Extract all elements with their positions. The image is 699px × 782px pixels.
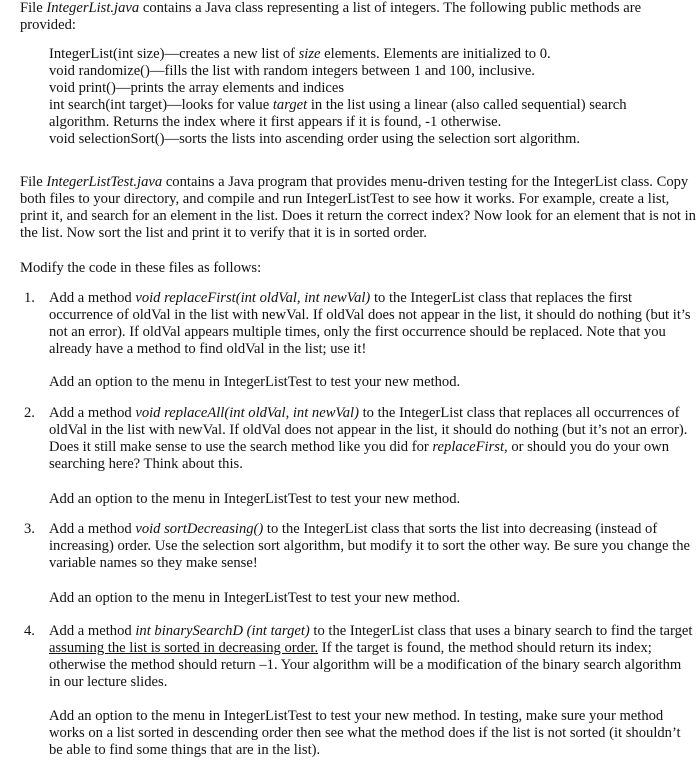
- method-signature: void sortDecreasing(): [135, 521, 264, 537]
- method-item-selection-sort: void selectionSort()—sorts the lists into ascending order using the selection sort algorithm.: [49, 131, 580, 147]
- task-number: 4.: [24, 623, 35, 639]
- task-menu-note: Add an option to the menu in IntegerListTest to test your new method.: [49, 491, 461, 507]
- method-signature: int binarySearchD (int target): [135, 623, 310, 639]
- task-number: 1.: [24, 290, 35, 306]
- task-description: Add a method void sortDecreasing() to the IntegerList class that sorts the list into decreasing (instead of increasing) order. Use the selection sort algorithm, but modify it to sort the other way. Be sure you change the variable names so they make sense!: [49, 521, 691, 571]
- filename-integerlist: IntegerList.java: [46, 0, 140, 16]
- test-paragraph: File IntegerListTest.java contains a Java program that provides menu-driven testing for the IntegerList class. Copy both files to your directory, and compile and run IntegerListTest to see how it works. For example, create a list, print it, and search for an element in the list. Does it return the correct index? Now look for an element that is not in the list. Now sort the list and print it to verify that it is in sorted order.: [20, 174, 696, 241]
- modify-heading: Modify the code in these files as follows:: [20, 260, 262, 276]
- method-list: [49, 46, 689, 148]
- method-signature: void replaceAll(int oldVal, int newVal): [135, 405, 359, 421]
- intro-text: File: [20, 0, 47, 16]
- method-item-print: void print()—prints the array elements and indices: [49, 80, 345, 96]
- intro-text: contains a Java class representing a list of integers. The following public methods are provided:: [20, 0, 642, 33]
- filename-integerlisttest: IntegerListTest.java: [46, 174, 163, 190]
- method-item-constructor: IntegerList(int size)—creates a new list of size elements. Elements are initialized to 0.: [49, 46, 551, 62]
- method-signature: void replaceFirst(int oldVal, int newVal): [135, 290, 371, 306]
- task-number: 3.: [24, 521, 35, 537]
- intro-paragraph: [20, 0, 696, 34]
- task-description: Add a method void replaceFirst(int oldVal, int newVal) to the IntegerList class that replaces the first occurrence of oldVal in the list with newVal. If oldVal does not appear in the list, it should do nothing (but it’s not an error). If oldVal appears multiple times, only the first occurrence should be replaced. Note that you already have a method to find oldVal in the list; use it!: [49, 290, 691, 357]
- underlined-condition: assuming the list is sorted in decreasing order.: [49, 640, 319, 656]
- method-item-randomize: void randomize()—fills the list with random integers between 1 and 100, inclusive.: [49, 63, 535, 79]
- task-menu-note: Add an option to the menu in IntegerListTest to test your new method. In testing, make sure your method works on a list sorted in descending order then see what the method does if the list is not sorted (it shouldn’t be able to find some things that are in the list).: [49, 708, 681, 758]
- task-description: Add a method int binarySearchD (int target) to the IntegerList class that uses a binary search to find the target assuming the list is sorted in decreasing order. If the target is found, the method should return its index; otherwise the method should return –1. Your algorithm will be a modification of the binary search algorithm in our lecture slides.: [49, 623, 693, 690]
- task-menu-note: Add an option to the menu in IntegerListTest to test your new method.: [49, 590, 461, 606]
- task-menu-note: Add an option to the menu in IntegerListTest to test your new method.: [49, 374, 461, 390]
- method-item-search: int search(int target)—looks for value target in the list using a linear (also called sequential) search algorithm. Returns the index where it first appears if it is found, -1 otherwise.: [49, 97, 627, 130]
- task-description: Add a method void replaceAll(int oldVal, int newVal) to the IntegerList class that replaces all occurrences of oldVal in the list with newVal. If oldVal does not appear in the list, it should do nothing (but it’s not an error). Does it still make sense to use the search method like you did for replaceFirst, or should you do your own searching here? Think about this.: [49, 405, 688, 472]
- task-number: 2.: [24, 405, 35, 421]
